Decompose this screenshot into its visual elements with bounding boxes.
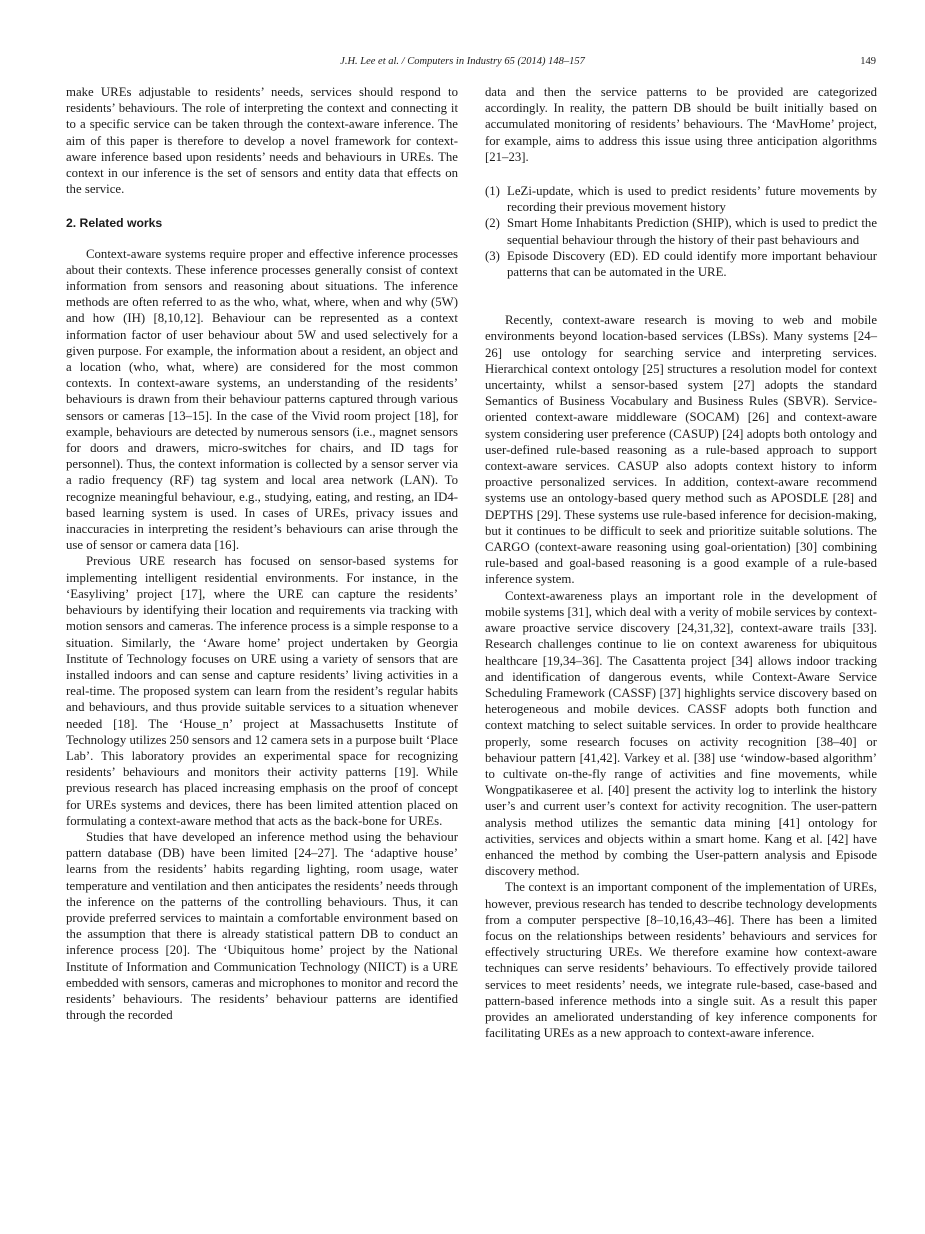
list-item <box>485 215 877 247</box>
paragraph-inference-studies: Studies that have developed an inference method using the behaviour pattern database (DB) have been limited [24–27]. The ‘adaptive house’ learns from the residents’ habits regarding lighting, room usage, water temperature and ventilation and then anticipates the residents’ needs through the inference on the patterns of the controlling behaviours. Thus, it can provide preferred services to maintain a comfortable environment based on the assumption that there is already statistical pattern DB to conduct an inference process [20]. The ‘Ubiquitous home’ project by the National Institute of Information and Communication Technology (NIICT) is a URE embedded with sensors, cameras and microphones to monitor and record the residents’ behaviours. The residents’ behaviour patterns are identified through the recorded <box>66 829 458 1023</box>
paragraph-previous-ure-research: Previous URE research has focused on sensor-based systems for implementing intelligent residential environments. For instance, in the ‘Easyliving’ project [17], where the URE can capture the residents’ behaviours by identifying their location and requirements via tracking with motion sensors and cameras. The inference process is a simple response to a situation. Similarly, the ‘Aware home’ project undertaken by Georgia Institute of Technology focuses on URE using a variety of sensors that are installed indoors and can sense and capture residents’ living activities in a real-time. The proposed system can learn from the resident’s regular habits and behaviours, and thus provide suitable services to a situation whenever needed [18]. The ‘House_n’ project at Massachusetts Institute of Technology utilizes 250 sensors and 12 camera sets in a purpose built ‘Place Lab’. This laboratory provides an experimental space for recognizing residents’ behaviours and monitors their activity patterns [19]. While previous research has placed increasing emphasis on the proof of concept for UREs systems and devices, there has been limited attention placed on formulating a context-aware method that acts as the back-bone for UREs. <box>66 554 458 828</box>
list-item-number: (2) <box>485 216 500 231</box>
page-number: 149 <box>860 56 876 67</box>
paragraph-pattern-db: data and then the service patterns to be provided are categorized accordingly. In reality, the pattern DB should be built initially based on accumulated monitoring of residents’ behaviours. The ‘MavHome’ project, for example, aims to address this issue using three anticipation algorithms [21–23]. <box>485 85 877 164</box>
left-column <box>66 84 458 1023</box>
list-item-text: Episode Discovery (ED). ED could identify more important behaviour patterns that can be automated in the URE. <box>507 248 877 280</box>
list-item-number: (1) <box>485 184 500 199</box>
paragraph-mobile-systems: Context-awareness plays an important role in the development of mobile systems [31], which deal with a verity of mobile services by context-aware proactive service discovery [24,31,32], context-aware trails [33]. Research challenges continue to lie on context awareness for ubiquitous healthcare [19,34–36]. The Casattenta project [34] allows indoor tracking and identification of dangerous events, while Context-Aware Service Scheduling Framework (CASSF) [37] highlights service discovery based on heterogeneous and mobile devices. CASSF adopts both function and context matching to select suitable services. In order to provide healthcare properly, some research focuses on activity recognition [38–40] or behaviour pattern [41,42]. Varkey et al. [38] use ‘window-based algorithm’ to cultivate on-the-fly range of activities and fine movements, while Wongpatikaseree et al. [40] present the activity log to interlink the history user’s and current user’s context for activity recognition. The user-pattern analysis method utilizes the semantic data mining [41] ontology for activities, services and objects within a smart home. Kang et al. [42] have enhanced the method by combing the User-pattern analysis and Episode discovery method. <box>485 588 877 879</box>
list-item-number: (3) <box>485 248 500 263</box>
journal-reference: J.H. Lee et al. / Computers in Industry 65 (2014) 148–157 <box>340 56 585 67</box>
right-column <box>485 84 877 1041</box>
list-item-text: LeZi-update, which is used to predict residents’ future movements by recording their previous movement history <box>507 184 877 215</box>
anticipation-algorithms-list <box>485 183 877 280</box>
paragraph-conclusion: The context is an important component of the implementation of UREs, however, previous research has tended to describe technology developments from a computer perspective [8–10,16,43–46]. There has been a limited focus on the relationships between residents’ behaviours and services for effectively structuring UREs. We therefore examine how context-aware techniques can serve residents’ behaviours. To effectively provide tailored services to meet residents’ needs, we integrate rule-based, case-based and pattern-based inference methods into a single suit. As a result this paper provides an ameliorated understanding of key inference components for facilitating UREs as a new approach to context-aware inference. <box>485 880 877 1041</box>
paragraph-intro-continued: make UREs adjustable to residents’ needs, services should respond to residents’ behaviours. The role of interpreting the context and connecting it to a specific service can be taken through the context-aware inference. The aim of this paper is therefore to develop a novel framework for context-aware inference based upon residents’ needs and behaviours in UREs. The context in our inference is the set of sensors and entity data that effects on the service. <box>66 85 458 197</box>
paragraph-context-aware-systems: Context-aware systems require proper and effective inference processes about their contexts. These inference processes generally consist of context information from sensors and reasoning about situations. The inference methods are often referred to as the who, what, where, when and why (5W) and how (IH) [8,10,12]. Behaviour can be represented as a context information factor of user behaviour about 5W and used selectively for a given purpose. For example, the information about a resident, an object and a location (who, what, where) are considered for the most common contexts. In context-aware systems, an understanding of the residents’ behaviours is drawn from their behaviour patterns captured through various sensors or cameras [13–15]. In the case of the Vivid room project [18], for example, behaviours are detected by numerous sensors (i.e., magnet sensors for doors and drawers, micro-switches for chairs, and ID tags for personnel). Thus, the context information is collected by a sensor server via a radio frequency (RF) tag system and local area network (LAN). To recognize meaningful behaviour, e.g., studying, eating, and resting, an ID4-based learning system is used. In cases of UREs, privacy issues and inaccuracies in interpreting the resident’s behaviours can arise through the use of sensor or camera data [16]. <box>66 246 458 553</box>
list-item <box>485 248 877 280</box>
list-item <box>485 183 877 215</box>
section-heading-related-works: 2. Related works <box>66 216 163 231</box>
page-header <box>0 56 925 72</box>
paragraph-web-mobile-context: Recently, context-aware research is moving to web and mobile environments beyond location-based services (LBSs). Many systems [24–26] use ontology for searching service and interpreting services. Hierarchical context ontology [25] structures a resolution model for context uncertainty, whilst a sensor-based system [27] adopts the standard Semantics of Business Vocabulary and Business Rules (SBVR). Service-oriented context-aware middleware (SOCAM) [26] and context-aware system considering user preference (CASUP) [24] adopts both ontology and user-defined rule-based reasoning as a rule-based approach to support context-aware services. CASUP also adopts context history to inform proactive personalized services. In addition, context-aware recommend systems use an ontology-based query method such as APOSDLE [28] and DEPTHS [29]. These systems use rule-based inference for decision-making, but it continues to be difficult to seek and prioritize suitable solutions. The CARGO (context-aware reasoning using goal-orientation) [30] combining rule-based and goal-based reasoning is a good example of a rule-based inference system. <box>485 313 877 587</box>
list-item-text: Smart Home Inhabitants Prediction (SHIP), which is used to predict the sequential behaviour through the history of their past behaviours and <box>507 216 877 247</box>
